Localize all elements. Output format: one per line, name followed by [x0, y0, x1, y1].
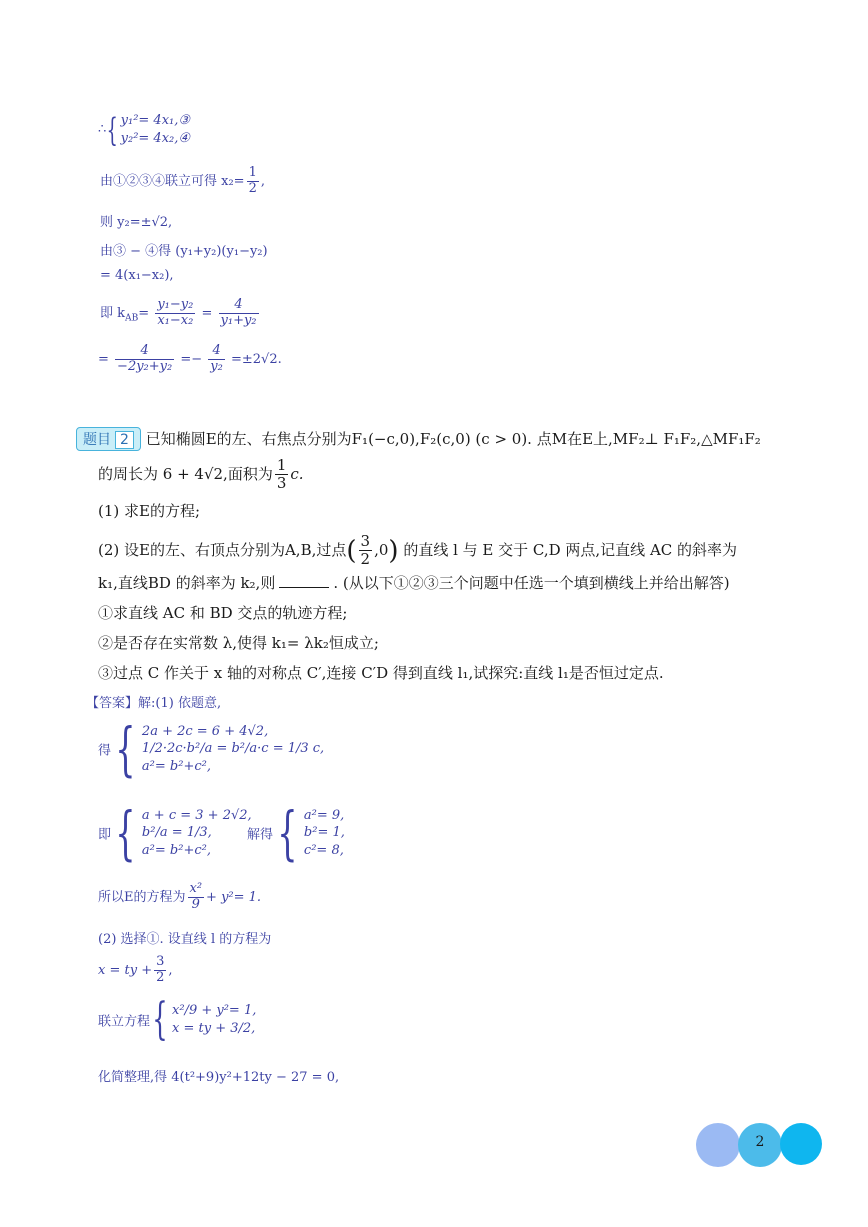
- answer-label: 【答案】: [86, 696, 139, 711]
- page-circle-1: [696, 1123, 740, 1167]
- part-1: (1) 求E的方程;: [98, 502, 201, 520]
- line-combine: 由①②③④联立可得 x₂= $\frac{1}{2}$ ,: [100, 165, 265, 196]
- eq-3: y₁²= 4x₁,③: [120, 113, 191, 128]
- eq-4: y₂²= 4x₂,④: [120, 130, 191, 146]
- line-kab: 即 $k_{AB}=$ $\frac{\text{y₁−y₂}}{\text{x₁−x₂}}$ = $\frac{4}{\text{y₁+y₂}}$: [100, 297, 257, 328]
- system-3: 即{ a + c = 3 + 2√2, b²/a = 1/3, a²= b²+c²,: [98, 799, 252, 867]
- left-brace: {: [106, 110, 119, 149]
- system-5: 联立方程{ x²/9 + y²= 1, x = ty + 3/2,: [98, 994, 257, 1045]
- line-last: = $\frac{4}{\text{−2y₂+y₂}}$ =− $\frac{4}{\text{y₂}}$ =±2√2.: [98, 343, 282, 374]
- page-circle-3: [780, 1123, 822, 1165]
- system-1: [98, 112, 190, 147]
- problem-2-line1: [76, 427, 761, 451]
- part-2-intro: (2) 选择①. 设直线 l 的方程为: [98, 932, 272, 947]
- system-4: 解得{ a²= 9, b²= 1, c²= 8,: [247, 799, 345, 867]
- line-y2: 则 y₂=±√2,: [100, 215, 173, 230]
- answer-blank: [279, 587, 329, 588]
- line-x: x = ty + $\frac{3}{2}$ ,: [98, 954, 173, 985]
- part-2-line2: k₁,直线BD 的斜率为 k₂,则 . (从以下①②③三个问题中任选一个填到横线上并给出解答): [98, 574, 730, 592]
- part-2-line1: (2) 设E的左、右顶点分别为A,B,过点( $\frac{3}{2}$ ,0) 的直线 l 与 E 交于 C,D 两点,记直线 AC 的斜率为: [98, 532, 738, 569]
- system-2: 得{ 2a + 2c = 6 + 4√2, 1/2·2c·b²/a = b²/a·c = 1/3 c, a²= b²+c²,: [98, 715, 325, 783]
- answer-intro: 【答案】解:(1) 依题意,: [86, 696, 222, 711]
- line-simplify: 化简整理,得 4(t²+9)y²+12ty − 27 = 0,: [98, 1070, 340, 1085]
- option-1: ①求直线 AC 和 BD 交点的轨迹方程;: [98, 604, 348, 622]
- problem-stem-1: 已知椭圆E的左、右焦点分别为F₁(−c,0),F₂(c,0) (c > 0). 点M在E上,MF₂⊥ F₁F₂,△MF₁F₂: [145, 430, 761, 448]
- page-number: 2: [755, 1134, 765, 1150]
- eq-ellipse: 所以E的方程为 $\frac{\text{x²}}{9}$ + y²= 1.: [98, 881, 262, 912]
- line-sub-b: = 4(x₁−x₂),: [100, 268, 174, 283]
- problem-2-line2: 的周长为 6 + 4√2,面积为 $\frac{1}{3}$ c.: [98, 456, 304, 493]
- line-sub-a: 由③ − ④得 (y₁+y₂)(y₁−y₂): [100, 244, 268, 259]
- problem-tag: 题目 2: [76, 427, 141, 451]
- option-3: ③过点 C 作关于 x 轴的对称点 C′,连接 C′D 得到直线 l₁,试探究:直线 l₁是否恒过定点.: [98, 664, 664, 682]
- option-2: ②是否存在实常数 λ,使得 k₁= λk₂恒成立;: [98, 634, 379, 652]
- therefore-symbol: ∴: [98, 122, 107, 138]
